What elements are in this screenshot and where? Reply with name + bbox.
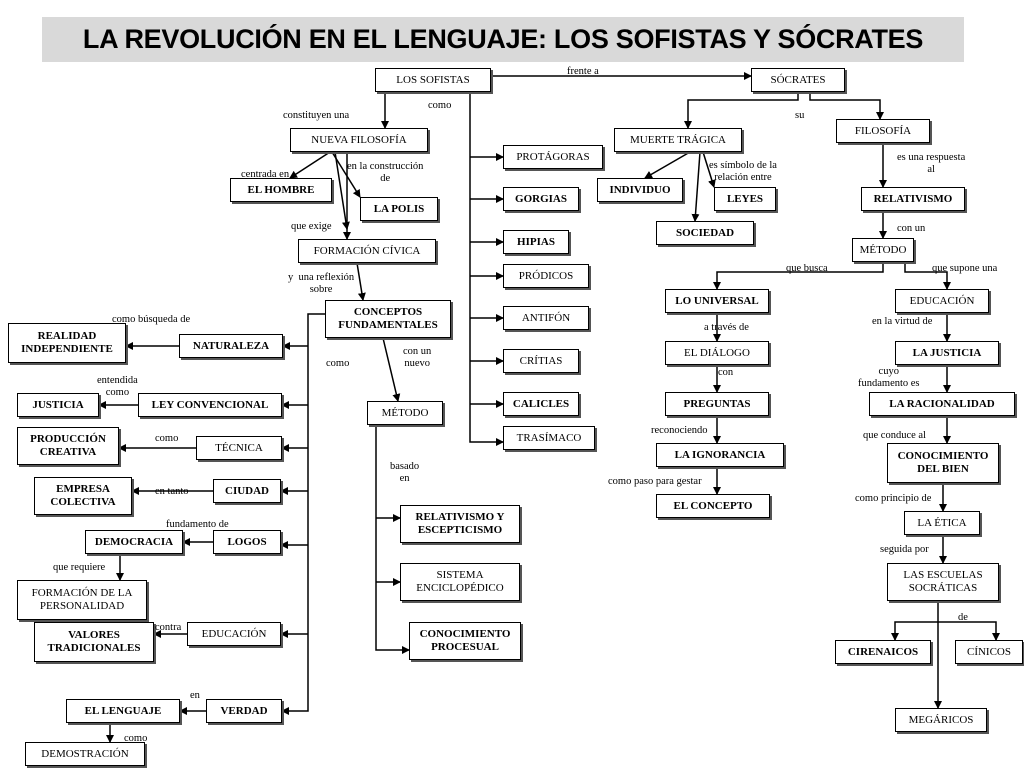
node-conceptos-fundamentales: CONCEPTOS FUNDAMENTALES: [325, 300, 451, 338]
node-ley-convencional: LEY CONVENCIONAL: [138, 393, 282, 417]
node-protagoras: PROTÁGORAS: [503, 145, 603, 169]
node-muerte-tragica: MUERTE TRÁGICA: [614, 128, 742, 152]
node-prodicos: PRÓDICOS: [503, 264, 589, 288]
node-metodo-sofistas: MÉTODO: [367, 401, 443, 425]
label-a-traves-de: a través de: [704, 322, 749, 333]
label-centrada-en: centrada en: [241, 169, 290, 180]
connector-arrow-35: [688, 92, 798, 128]
label-basado-en: basado en: [390, 461, 420, 484]
connector-arrow-55: [938, 622, 996, 640]
node-trasimaco: TRASÍMACO: [503, 426, 595, 450]
node-sociedad: SOCIEDAD: [656, 221, 754, 245]
label-en-verdad: en: [190, 690, 200, 701]
node-produccion-creativa: PRODUCCIÓN CREATIVA: [17, 427, 119, 465]
label-su: su: [795, 110, 805, 121]
connector-arrow-54: [895, 622, 938, 640]
node-ciudad: CIUDAD: [213, 479, 281, 503]
label-es-una-respuesta-al: es una respuesta al: [897, 152, 966, 175]
node-gorgias: GORGIAS: [503, 187, 579, 211]
node-conocimiento-bien: CONOCIMIENTO DEL BIEN: [887, 443, 999, 483]
node-sistema-enciclopedico: SISTEMA ENCICLOPÉDICO: [400, 563, 520, 601]
label-como-paso-para-gestar: como paso para gestar: [608, 476, 702, 487]
label-fundamento-de: fundamento de: [166, 519, 229, 530]
node-formacion-personalidad: FORMACIÓN DE LA PERSONALIDAD: [17, 580, 147, 620]
node-cirenaicos: CIRENAICOS: [835, 640, 931, 664]
node-relativismo-escepticismo: RELATIVISMO Y ESCEPTICISMO: [400, 505, 520, 543]
node-empresa-colectiva: EMPRESA COLECTIVA: [34, 477, 132, 515]
label-como-sofistas: como: [428, 100, 452, 111]
label-como-principio-de: como principio de: [855, 493, 932, 504]
page-title: LA REVOLUCIÓN EN EL LENGUAJE: LOS SOFISTAS Y SÓCRATES: [82, 24, 924, 54]
label-con-un-metodo: con un: [897, 223, 926, 234]
node-metodo-socrates: MÉTODO: [852, 238, 914, 262]
label-es-simbolo: es símbolo de la relación entre: [709, 160, 777, 183]
node-justicia: JUSTICIA: [17, 393, 99, 417]
label-como-lenguaje: como: [124, 733, 148, 744]
node-el-lenguaje: EL LENGUAJE: [66, 699, 180, 723]
node-la-racionalidad: LA RACIONALIDAD: [869, 392, 1015, 416]
node-tecnica: TÉCNICA: [196, 436, 282, 460]
node-preguntas: PREGUNTAS: [665, 392, 769, 416]
connector-arrow-14: [357, 263, 363, 300]
connector-arrow-38: [695, 152, 700, 221]
node-filosofia: FILOSOFÍA: [836, 119, 930, 143]
node-realidad-independiente: REALIDAD INDEPENDIENTE: [8, 323, 126, 363]
node-valores-tradicionales: VALORES TRADICIONALES: [34, 622, 154, 662]
node-formacion-civica: FORMACIÓN CÍVICA: [298, 239, 436, 263]
node-nueva-filosofia: NUEVA FILOSOFÍA: [290, 128, 428, 152]
connector-arrow-37: [645, 152, 690, 178]
label-constituyen-una: constituyen una: [283, 110, 350, 121]
label-con-preguntas: con: [718, 367, 734, 378]
node-lo-universal: LO UNIVERSAL: [665, 289, 769, 313]
label-en-la-virtud-de: en la virtud de: [872, 316, 933, 327]
node-demostracion: DEMOSTRACIÓN: [25, 742, 145, 766]
label-reconociendo: reconociendo: [651, 425, 708, 436]
label-entendida-como: entendida como: [97, 375, 138, 398]
node-logos: LOGOS: [213, 530, 281, 554]
node-individuo: INDIVIDUO: [597, 178, 683, 202]
node-escuelas-socraticas: LAS ESCUELAS SOCRÁTICAS: [887, 563, 999, 601]
node-cinicos: CÍNICOS: [955, 640, 1023, 664]
label-que-requiere: que requiere: [53, 562, 106, 573]
node-megaricos: MEGÁRICOS: [895, 708, 987, 732]
label-de: de: [958, 612, 968, 623]
node-sofistas: LOS SOFISTAS: [375, 68, 491, 92]
node-el-dialogo: EL DIÁLOGO: [665, 341, 769, 365]
node-antifon: ANTIFÓN: [503, 306, 589, 330]
label-que-conduce-al: que conduce al: [863, 430, 926, 441]
node-naturaleza: NATURALEZA: [179, 334, 283, 358]
label-como-conceptos: como: [326, 358, 350, 369]
label-seguida-por: seguida por: [880, 544, 929, 555]
node-educacion-sofistas: EDUCACIÓN: [187, 622, 281, 646]
node-verdad: VERDAD: [206, 699, 282, 723]
node-educacion-socrates: EDUCACIÓN: [895, 289, 989, 313]
label-cuyo-fundamento-es: cuyo fundamento es: [858, 366, 920, 389]
connector-arrow-19: [282, 314, 325, 711]
label-que-supone-una: que supone una: [932, 263, 998, 274]
connector-arrow-15: [383, 338, 398, 401]
label-como-busqueda-de: como búsqueda de: [112, 314, 191, 325]
connector-arrow-12: [335, 152, 347, 229]
node-democracia: DEMOCRACIA: [85, 530, 183, 554]
node-la-polis: LA POLIS: [360, 197, 438, 221]
node-relativismo: RELATIVISMO: [861, 187, 965, 211]
node-la-ignorancia: LA IGNORANCIA: [656, 443, 784, 467]
label-que-exige: que exige: [291, 221, 332, 232]
node-el-hombre: EL HOMBRE: [230, 178, 332, 202]
label-frente-a: frente a: [567, 66, 599, 77]
node-conocimiento-procesual: CONOCIMIENTO PROCESUAL: [409, 622, 521, 660]
node-leyes: LEYES: [714, 187, 776, 211]
node-calicles: CALICLES: [503, 392, 579, 416]
node-la-etica: LA ÉTICA: [904, 511, 980, 535]
node-el-concepto: EL CONCEPTO: [656, 494, 770, 518]
label-con-un-nuevo: con un nuevo: [403, 346, 432, 369]
connector-arrow-36: [810, 92, 880, 119]
node-la-justicia: LA JUSTICIA: [895, 341, 999, 365]
label-que-busca: que busca: [786, 263, 828, 274]
node-critias: CRÍTIAS: [503, 349, 579, 373]
node-socrates: SÓCRATES: [751, 68, 845, 92]
label-en-tanto: en tanto: [155, 486, 189, 497]
connector-arrow-2: [470, 92, 503, 442]
node-hipias: HIPIAS: [503, 230, 569, 254]
connector-arrow-10: [290, 152, 330, 178]
label-reflexion-sobre: y una reflexión sobre: [288, 272, 355, 295]
label-como-tecnica: como: [155, 433, 179, 444]
label-en-la-construccion-de: en la construcción de: [347, 161, 424, 184]
label-contra: contra: [155, 622, 182, 633]
